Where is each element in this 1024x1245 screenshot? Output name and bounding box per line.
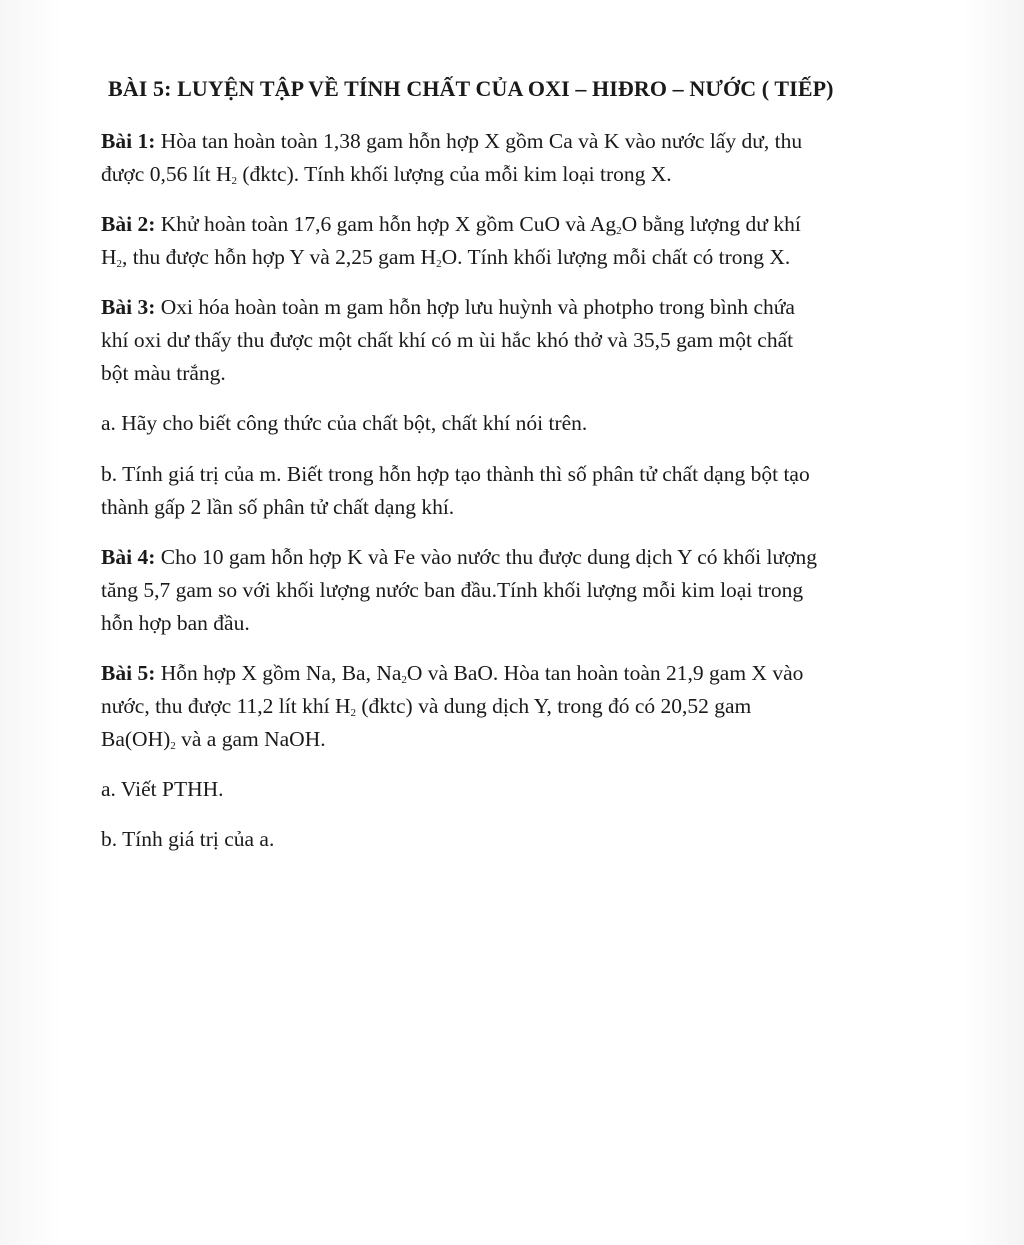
- exercise-text: Khử hoàn toàn 17,6 gam hỗn hợp X gồm CuO và Ag: [155, 212, 617, 236]
- exercise-5-part-a: a. Viết PTHH.: [101, 777, 224, 801]
- page-title: BÀI 5: LUYỆN TẬP VỀ TÍNH CHẤT CỦA OXI – HIĐRO – NƯỚC ( TIẾP): [108, 76, 834, 101]
- exercise-text: Hỗn hợp X gồm Na, Ba, Na: [155, 661, 402, 685]
- exercise-text: , thu được hỗn hợp Y và 2,25 gam H: [122, 245, 437, 269]
- subscript: 2: [116, 258, 123, 270]
- exercise-3-part-a: a. Hãy cho biết công thức của chất bột, chất khí nói trên.: [101, 411, 588, 435]
- exercise-text: O và BaO. Hòa tan hoàn toàn 21,9 gam X vào: [406, 661, 804, 685]
- exercise-text: Oxi hóa hoàn toàn m gam hỗn hợp lưu huỳnh và photpho trong bình chứa: [155, 295, 795, 319]
- exercise-3: [101, 291, 941, 390]
- exercise-text: và a gam NaOH.: [175, 727, 326, 751]
- exercise-text: khí oxi dư thấy thu được một chất khí có m ùi hắc khó thở và 35,5 gam một chất: [101, 328, 794, 352]
- subscript: 2: [401, 674, 407, 686]
- subscript: 2: [231, 175, 238, 187]
- exercise-text: O. Tính khối lượng mỗi chất có trong X.: [441, 245, 791, 269]
- exercise-text: bột màu trắng.: [101, 361, 226, 385]
- exercise-text: Hòa tan hoàn toàn 1,38 gam hỗn hợp X gồm Ca và K vào nước lấy dư, thu: [155, 129, 803, 153]
- exercise-label: Bài 2:: [101, 212, 156, 236]
- subscript: 2: [170, 740, 176, 752]
- exercise-text: hỗn hợp ban đầu.: [101, 611, 250, 635]
- subscript: 2: [616, 225, 622, 237]
- exercise-text: được 0,56 lít H: [101, 162, 232, 186]
- exercise-2: [101, 208, 941, 274]
- subscript: 2: [436, 258, 442, 270]
- exercise-text: O bằng lượng dư khí: [621, 212, 801, 236]
- exercise-label: Bài 1:: [101, 129, 156, 153]
- exercise-label: Bài 5:: [101, 661, 156, 685]
- exercise-text: Cho 10 gam hỗn hợp K và Fe vào nước thu được dung dịch Y có khối lượng: [155, 545, 818, 569]
- exercise-text: thành gấp 2 lần số phân tử chất dạng khí.: [101, 495, 455, 519]
- exercise-text: Ba(OH): [101, 727, 171, 751]
- exercise-text: (đktc) và dung dịch Y, trong đó có 20,52 gam: [355, 694, 752, 718]
- exercise-label: Bài 4:: [101, 545, 156, 569]
- exercise-text: H: [101, 245, 117, 269]
- exercise-5-part-b: b. Tính giá trị của a.: [101, 827, 275, 851]
- exercise-text: nước, thu được 11,2 lít khí H: [101, 694, 351, 718]
- exercise-4: [101, 541, 941, 640]
- exercise-3-part-b: [101, 458, 941, 524]
- exercise-5: [101, 657, 941, 756]
- exercise-1: [101, 125, 941, 191]
- subscript: 2: [350, 707, 356, 719]
- exercise-text: tăng 5,7 gam so với khối lượng nước ban đầu.Tính khối lượng mỗi kim loại trong: [101, 578, 804, 602]
- exercise-text: b. Tính giá trị của m. Biết trong hỗn hợp tạo thành thì số phân tử chất dạng bột tạo: [101, 462, 810, 486]
- exercise-label: Bài 3:: [101, 295, 156, 319]
- exercise-text: (đktc). Tính khối lượng của mỗi kim loại trong X.: [237, 162, 672, 186]
